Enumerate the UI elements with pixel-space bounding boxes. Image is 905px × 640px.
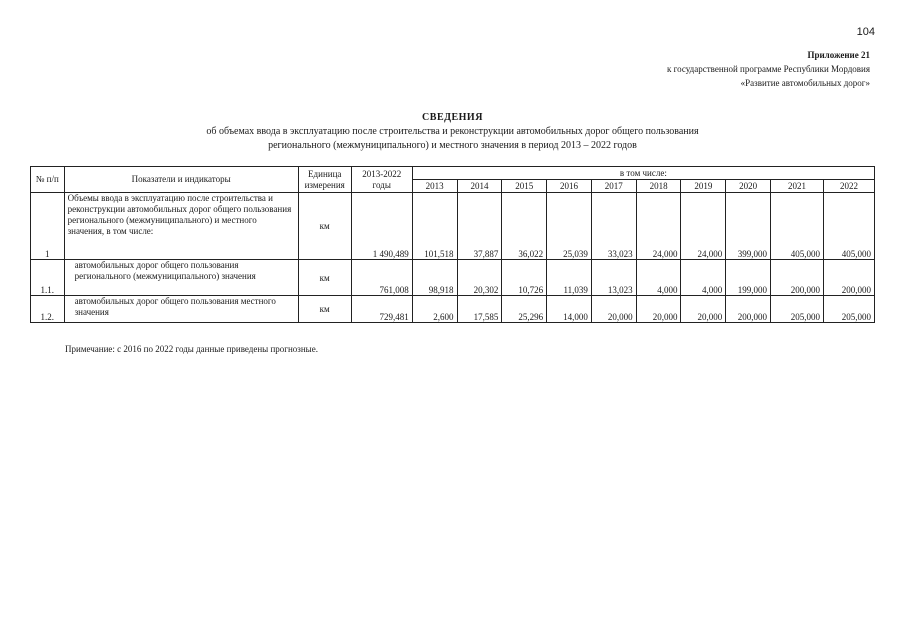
row-number: 1 xyxy=(31,193,65,260)
header-unit-line-2: измерения xyxy=(304,179,345,190)
header-unit-line-1: Единица xyxy=(308,168,342,179)
table-row xyxy=(31,296,875,323)
appendix-title: Приложение 21 xyxy=(807,50,870,60)
row-value: 25,296 xyxy=(502,296,547,323)
row-value: 37,887 xyxy=(457,193,502,260)
row-value: 405,000 xyxy=(823,193,874,260)
header-indicator: Показатели и индикаторы xyxy=(64,167,298,193)
header-year: 2019 xyxy=(681,180,726,193)
appendix-line-3: «Развитие автомобильных дорог» xyxy=(740,78,870,88)
row-value: 205,000 xyxy=(771,296,824,323)
row-value: 205,000 xyxy=(823,296,874,323)
row-total: 761,008 xyxy=(351,260,412,296)
document-title: СВЕДЕНИЯ xyxy=(422,112,483,123)
table-row xyxy=(31,193,875,260)
header-unit xyxy=(298,167,351,193)
row-value: 25,039 xyxy=(547,193,592,260)
row-value: 24,000 xyxy=(636,193,681,260)
row-value: 4,000 xyxy=(681,260,726,296)
header-year: 2018 xyxy=(636,180,681,193)
row-value: 10,726 xyxy=(502,260,547,296)
header-total xyxy=(351,167,412,193)
row-number: 1.2. xyxy=(31,296,65,323)
row-unit: км xyxy=(298,296,351,323)
appendix-line-2: к государственной программе Республики Мордовия xyxy=(667,64,870,74)
row-value: 11,039 xyxy=(547,260,592,296)
row-value: 98,918 xyxy=(412,260,457,296)
header-year: 2016 xyxy=(547,180,592,193)
row-value: 4,000 xyxy=(636,260,681,296)
document-heading xyxy=(0,111,905,153)
row-value: 200,000 xyxy=(726,296,771,323)
header-year: 2017 xyxy=(591,180,636,193)
row-indicator: автомобильных дорог общего пользования местного значения xyxy=(64,296,298,323)
document-subtitle-line-1: об объемах ввода в эксплуатацию после строительства и реконструкции автомобильных дорог общего пользования xyxy=(206,126,699,137)
header-total-line-2: годы xyxy=(372,179,391,190)
row-value: 20,000 xyxy=(681,296,726,323)
footnote: Примечание: с 2016 по 2022 годы данные приведены прогнозные. xyxy=(65,344,318,354)
header-total-line-1: 2013-2022 xyxy=(362,168,402,179)
header-row-number: № п/п xyxy=(31,167,65,193)
document-subtitle-line-2: регионального (межмуниципального) и местного значения в период 2013 – 2022 годов xyxy=(268,140,637,151)
row-value: 2,600 xyxy=(412,296,457,323)
header-year: 2013 xyxy=(412,180,457,193)
row-indicator: автомобильных дорог общего пользования регионального (межмуниципального) значения xyxy=(64,260,298,296)
row-value: 405,000 xyxy=(771,193,824,260)
row-value: 200,000 xyxy=(771,260,824,296)
row-number: 1.1. xyxy=(31,260,65,296)
header-year: 2021 xyxy=(771,180,824,193)
row-value: 20,302 xyxy=(457,260,502,296)
row-total: 729,481 xyxy=(351,296,412,323)
row-value: 13,023 xyxy=(591,260,636,296)
row-total: 1 490,489 xyxy=(351,193,412,260)
row-value: 200,000 xyxy=(823,260,874,296)
header-year: 2020 xyxy=(726,180,771,193)
row-value: 20,000 xyxy=(591,296,636,323)
header-including: в том числе: xyxy=(412,167,874,180)
row-value: 33,023 xyxy=(591,193,636,260)
row-unit: км xyxy=(298,193,351,260)
appendix-block xyxy=(667,48,870,90)
row-value: 20,000 xyxy=(636,296,681,323)
row-value: 36,022 xyxy=(502,193,547,260)
page-number: 104 xyxy=(856,26,875,38)
table-row xyxy=(31,260,875,296)
header-year: 2014 xyxy=(457,180,502,193)
row-value: 199,000 xyxy=(726,260,771,296)
header-year: 2022 xyxy=(823,180,874,193)
data-table xyxy=(30,166,875,323)
row-unit: км xyxy=(298,260,351,296)
header-year: 2015 xyxy=(502,180,547,193)
row-value: 399,000 xyxy=(726,193,771,260)
row-indicator: Объемы ввода в эксплуатацию после строительства и реконструкции автомобильных дорог общего пользования регионального (межмуниципального) и местного значения, в том числе: xyxy=(64,193,298,260)
row-value: 101,518 xyxy=(412,193,457,260)
row-value: 14,000 xyxy=(547,296,592,323)
row-value: 17,585 xyxy=(457,296,502,323)
row-value: 24,000 xyxy=(681,193,726,260)
